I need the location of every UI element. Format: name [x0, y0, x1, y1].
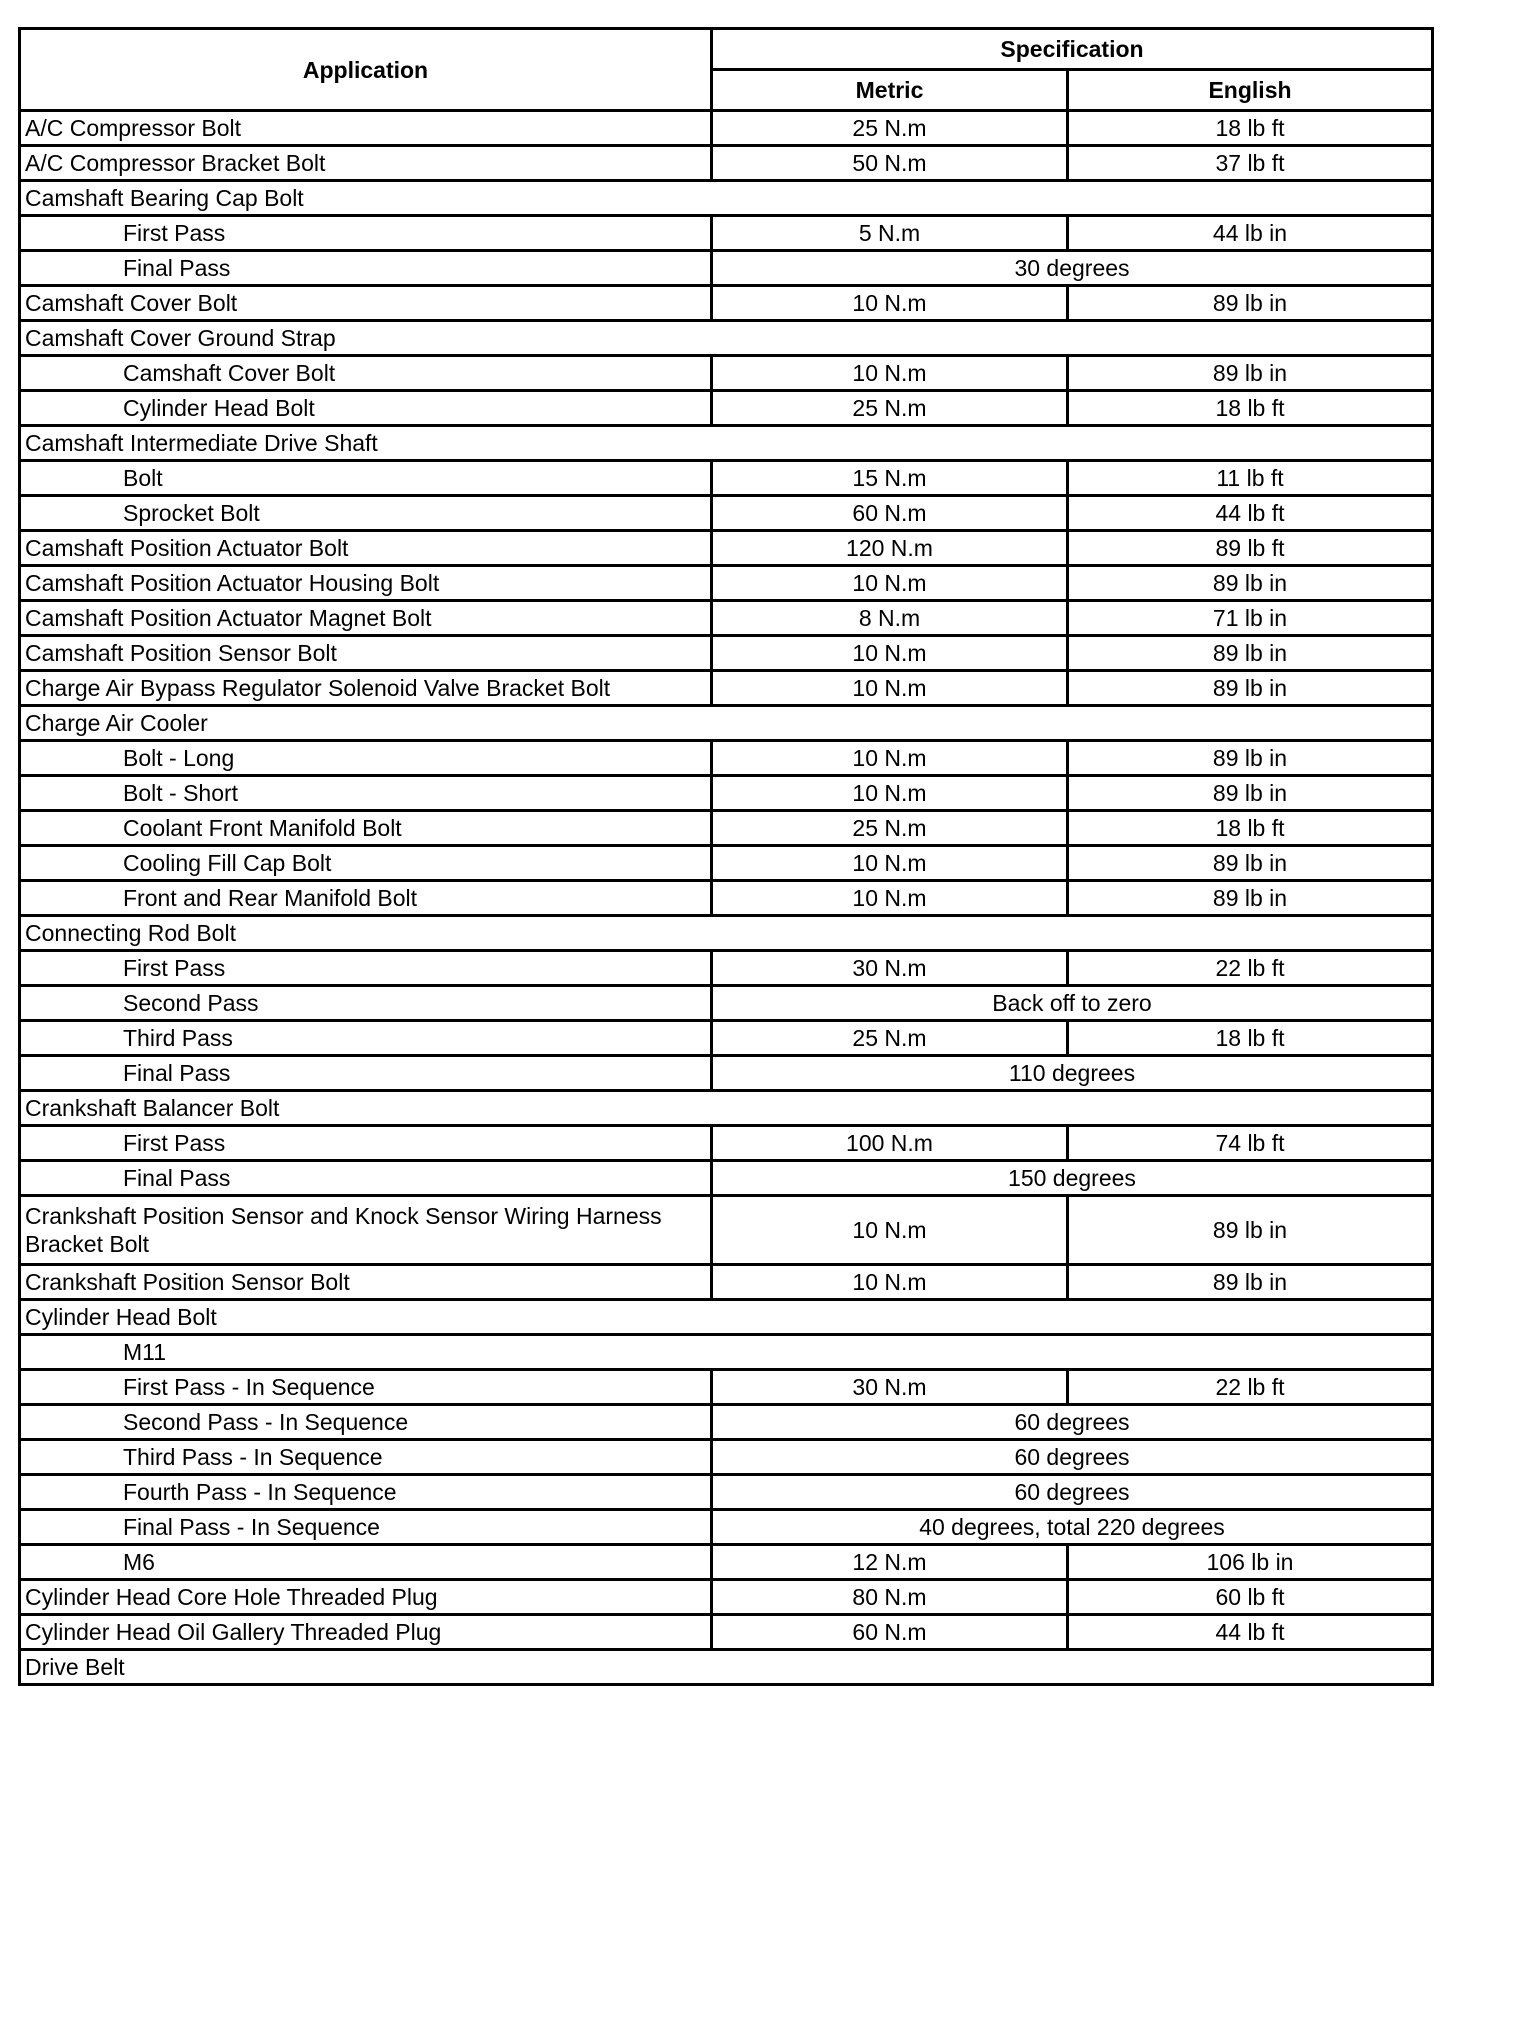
metric-cell: 10 N.m: [712, 846, 1068, 881]
application-cell: Crankshaft Position Sensor Bolt: [20, 1265, 712, 1300]
table-row: [20, 1265, 1433, 1300]
table-row: [20, 636, 1433, 671]
application-cell: Camshaft Position Actuator Housing Bolt: [20, 566, 712, 601]
application-cell: M6: [20, 1545, 712, 1580]
group-row: [20, 426, 1433, 461]
english-cell: 11 lb ft: [1068, 461, 1433, 496]
english-cell: 71 lb in: [1068, 601, 1433, 636]
application-cell: Connecting Rod Bolt: [20, 916, 1433, 951]
english-cell: 44 lb ft: [1068, 496, 1433, 531]
application-cell: Camshaft Cover Bolt: [20, 286, 712, 321]
application-cell: Charge Air Bypass Regulator Solenoid Valve Bracket Bolt: [20, 671, 712, 706]
table-row: [20, 1056, 1433, 1091]
english-cell: 89 lb in: [1068, 636, 1433, 671]
table-row: [20, 1161, 1433, 1196]
table-row: [20, 671, 1433, 706]
application-cell: Coolant Front Manifold Bolt: [20, 811, 712, 846]
application-cell: Camshaft Position Actuator Magnet Bolt: [20, 601, 712, 636]
application-cell: Bolt: [20, 461, 712, 496]
table-row: [20, 1021, 1433, 1056]
metric-cell: 10 N.m: [712, 776, 1068, 811]
application-cell: Bolt - Short: [20, 776, 712, 811]
specification-cell: 40 degrees, total 220 degrees: [712, 1510, 1433, 1545]
application-cell: Camshaft Bearing Cap Bolt: [20, 181, 1433, 216]
table-row: [20, 776, 1433, 811]
table-row: [20, 461, 1433, 496]
table-row: [20, 391, 1433, 426]
application-cell: First Pass: [20, 951, 712, 986]
application-cell: Camshaft Cover Ground Strap: [20, 321, 1433, 356]
specification-cell: 30 degrees: [712, 251, 1433, 286]
application-cell: Final Pass: [20, 1161, 712, 1196]
application-header: Application: [20, 29, 712, 111]
english-cell: 18 lb ft: [1068, 1021, 1433, 1056]
metric-cell: 15 N.m: [712, 461, 1068, 496]
english-cell: 18 lb ft: [1068, 111, 1433, 146]
english-cell: 89 lb in: [1068, 356, 1433, 391]
metric-cell: 10 N.m: [712, 671, 1068, 706]
english-cell: 106 lb in: [1068, 1545, 1433, 1580]
metric-cell: 25 N.m: [712, 111, 1068, 146]
metric-cell: 25 N.m: [712, 391, 1068, 426]
application-cell: Sprocket Bolt: [20, 496, 712, 531]
table-row: [20, 951, 1433, 986]
table-row: [20, 356, 1433, 391]
english-cell: 37 lb ft: [1068, 146, 1433, 181]
application-cell: Second Pass - In Sequence: [20, 1405, 712, 1440]
table-row: [20, 566, 1433, 601]
application-cell: Fourth Pass - In Sequence: [20, 1475, 712, 1510]
metric-cell: 60 N.m: [712, 496, 1068, 531]
group-row: [20, 321, 1433, 356]
group-row: [20, 1335, 1433, 1370]
table-row: [20, 986, 1433, 1021]
table-row: [20, 146, 1433, 181]
table-row: [20, 1615, 1433, 1650]
metric-cell: 10 N.m: [712, 286, 1068, 321]
specification-cell: 60 degrees: [712, 1405, 1433, 1440]
table-row: [20, 881, 1433, 916]
english-cell: 89 lb in: [1068, 776, 1433, 811]
application-cell: A/C Compressor Bracket Bolt: [20, 146, 712, 181]
application-cell: First Pass - In Sequence: [20, 1370, 712, 1405]
table-row: [20, 1126, 1433, 1161]
specification-cell: Back off to zero: [712, 986, 1433, 1021]
table-row: [20, 1405, 1433, 1440]
metric-cell: 10 N.m: [712, 356, 1068, 391]
application-cell: Bolt - Long: [20, 741, 712, 776]
specification-cell: 150 degrees: [712, 1161, 1433, 1196]
group-row: [20, 916, 1433, 951]
group-row: [20, 1650, 1433, 1685]
specification-header: Specification: [712, 29, 1433, 70]
table-row: [20, 811, 1433, 846]
table-row: [20, 111, 1433, 146]
specification-cell: 60 degrees: [712, 1440, 1433, 1475]
table-body: [20, 111, 1433, 1685]
english-cell: 18 lb ft: [1068, 811, 1433, 846]
metric-cell: 60 N.m: [712, 1615, 1068, 1650]
table-row: [20, 1440, 1433, 1475]
english-cell: 22 lb ft: [1068, 951, 1433, 986]
application-cell: Final Pass: [20, 251, 712, 286]
application-cell: Cylinder Head Bolt: [20, 1300, 1433, 1335]
metric-cell: 25 N.m: [712, 811, 1068, 846]
specification-cell: 60 degrees: [712, 1475, 1433, 1510]
application-cell: Second Pass: [20, 986, 712, 1021]
english-cell: 89 lb ft: [1068, 531, 1433, 566]
metric-cell: 10 N.m: [712, 1196, 1068, 1265]
table-row: [20, 531, 1433, 566]
english-header: English: [1068, 70, 1433, 111]
metric-header: Metric: [712, 70, 1068, 111]
metric-cell: 25 N.m: [712, 1021, 1068, 1056]
group-row: [20, 181, 1433, 216]
application-cell: Drive Belt: [20, 1650, 1433, 1685]
application-cell: Cooling Fill Cap Bolt: [20, 846, 712, 881]
english-cell: 89 lb in: [1068, 1196, 1433, 1265]
table-header: [20, 29, 1433, 111]
table-row: [20, 601, 1433, 636]
application-cell: Cylinder Head Core Hole Threaded Plug: [20, 1580, 712, 1615]
application-cell: Crankshaft Position Sensor and Knock Sensor Wiring Harness Bracket Bolt: [20, 1196, 712, 1265]
application-cell: Camshaft Position Actuator Bolt: [20, 531, 712, 566]
english-cell: 89 lb in: [1068, 881, 1433, 916]
table-row: [20, 216, 1433, 251]
application-cell: M11: [20, 1335, 1433, 1370]
metric-cell: 8 N.m: [712, 601, 1068, 636]
metric-cell: 100 N.m: [712, 1126, 1068, 1161]
metric-cell: 30 N.m: [712, 951, 1068, 986]
application-cell: Crankshaft Balancer Bolt: [20, 1091, 1433, 1126]
english-cell: 89 lb in: [1068, 671, 1433, 706]
application-cell: First Pass: [20, 1126, 712, 1161]
metric-cell: 5 N.m: [712, 216, 1068, 251]
english-cell: 89 lb in: [1068, 846, 1433, 881]
english-cell: 44 lb in: [1068, 216, 1433, 251]
metric-cell: 80 N.m: [712, 1580, 1068, 1615]
table-row: [20, 1475, 1433, 1510]
table-row: [20, 741, 1433, 776]
english-cell: 74 lb ft: [1068, 1126, 1433, 1161]
metric-cell: 10 N.m: [712, 636, 1068, 671]
english-cell: 18 lb ft: [1068, 391, 1433, 426]
metric-cell: 12 N.m: [712, 1545, 1068, 1580]
metric-cell: 10 N.m: [712, 1265, 1068, 1300]
table-row: [20, 1545, 1433, 1580]
group-row: [20, 706, 1433, 741]
application-cell: Third Pass: [20, 1021, 712, 1056]
application-cell: Final Pass - In Sequence: [20, 1510, 712, 1545]
table-row: [20, 251, 1433, 286]
table-row: [20, 1510, 1433, 1545]
english-cell: 89 lb in: [1068, 1265, 1433, 1300]
table-row: [20, 1370, 1433, 1405]
metric-cell: 10 N.m: [712, 881, 1068, 916]
metric-cell: 10 N.m: [712, 741, 1068, 776]
english-cell: 44 lb ft: [1068, 1615, 1433, 1650]
application-cell: Camshaft Intermediate Drive Shaft: [20, 426, 1433, 461]
table-row: [20, 1196, 1433, 1265]
application-cell: A/C Compressor Bolt: [20, 111, 712, 146]
application-cell: Charge Air Cooler: [20, 706, 1433, 741]
table-row: [20, 496, 1433, 531]
application-cell: Cylinder Head Bolt: [20, 391, 712, 426]
application-cell: Camshaft Cover Bolt: [20, 356, 712, 391]
torque-specification-table: [18, 27, 1434, 1686]
group-row: [20, 1300, 1433, 1335]
metric-cell: 10 N.m: [712, 566, 1068, 601]
application-cell: Final Pass: [20, 1056, 712, 1091]
english-cell: 89 lb in: [1068, 286, 1433, 321]
english-cell: 89 lb in: [1068, 741, 1433, 776]
application-cell: First Pass: [20, 216, 712, 251]
group-row: [20, 1091, 1433, 1126]
application-cell: Third Pass - In Sequence: [20, 1440, 712, 1475]
application-cell: Camshaft Position Sensor Bolt: [20, 636, 712, 671]
table-row: [20, 846, 1433, 881]
application-cell: Front and Rear Manifold Bolt: [20, 881, 712, 916]
english-cell: 22 lb ft: [1068, 1370, 1433, 1405]
application-cell: Cylinder Head Oil Gallery Threaded Plug: [20, 1615, 712, 1650]
metric-cell: 30 N.m: [712, 1370, 1068, 1405]
metric-cell: 50 N.m: [712, 146, 1068, 181]
specification-cell: 110 degrees: [712, 1056, 1433, 1091]
table-row: [20, 286, 1433, 321]
table-row: [20, 1580, 1433, 1615]
english-cell: 60 lb ft: [1068, 1580, 1433, 1615]
english-cell: 89 lb in: [1068, 566, 1433, 601]
metric-cell: 120 N.m: [712, 531, 1068, 566]
